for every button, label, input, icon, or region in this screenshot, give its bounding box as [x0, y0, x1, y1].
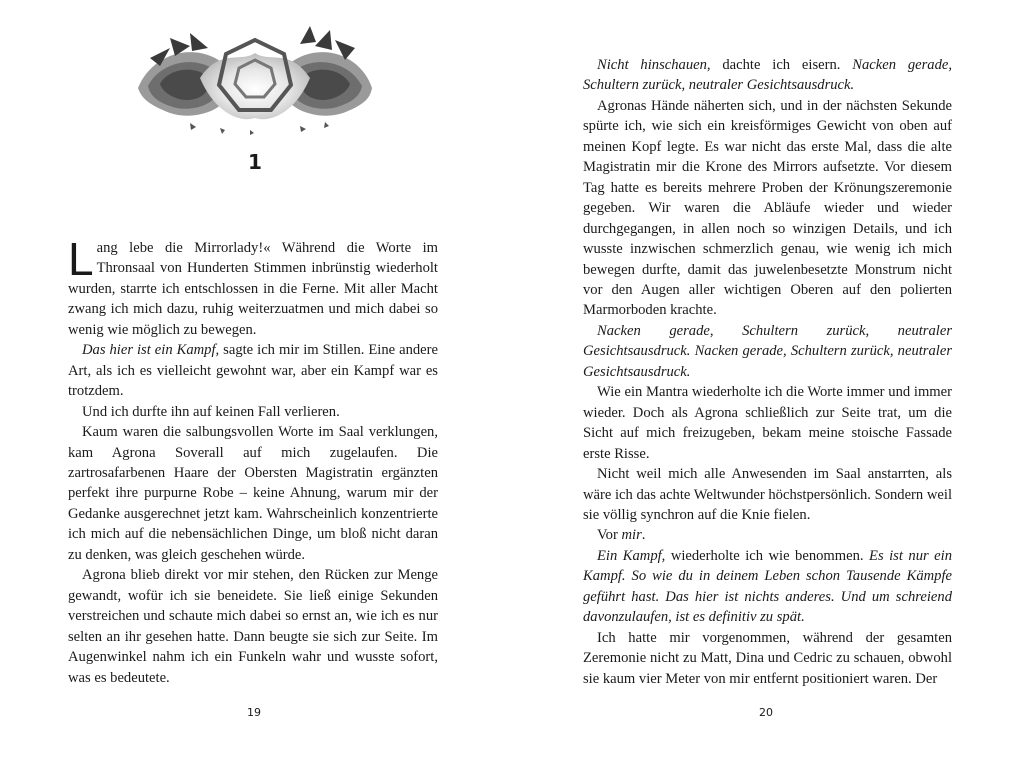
left-page-body-text — [68, 233, 438, 688]
page-number-left: 19 — [247, 706, 261, 719]
chapter-number: 1 — [248, 150, 262, 174]
paragraph: Agronas Hände näherten sich, und in der nächsten Sekunde spürte ich, wie sich ein kreisförmiges Gewicht von oben auf meinen Kopf legte. Es war nicht das erste Mal, dass die alte Magistratin mir die Krone des Mirrors aufsetzte. Vor diesem Tag hatte es bereits mehrere Proben der Krönungszeremonie gegeben. Wir waren die Abläufe wieder und wieder durchgegangen, in allen noch so winzigen Details, und ich wusste inzwischen schmerzlich genau, wie wenig ich mich bewegen durfte, damit das juwelenbesetzte Monstrum nicht vor den Augen aller wichtigen Oberen auf den polierten Marmorboden krachte. — [583, 97, 952, 319]
paragraph: Nicht hinschauen, dachte ich eisern. Nacken gerade, Schultern zurück, neutraler Gesichtsausdruck. — [583, 57, 953, 94]
paragraph: Ich hatte mir vorgenommen, während der gesamten Zeremonie nicht zu Matt, Dina und Cedric zu schauen, obwohl sie kaum vier Meter von mir entfernt positioniert waren. Der — [583, 629, 952, 687]
chapter-ornament-illustration — [130, 18, 380, 138]
paragraph: Und ich durfte ihn auf keinen Fall verlieren. — [82, 403, 340, 420]
paragraph: Ein Kampf, wiederholte ich wie benommen. Es ist nur ein Kampf. So wie du in deinem Leben schon Tausende Kämpfe geführt hast. Das hier ist nichts anderes. Und um schreiend davonzulaufen, ist es definitiv zu spät. — [583, 547, 952, 626]
paragraph: Nacken gerade, Schultern zurück, neutraler Gesichtsausdruck. Nacken gerade, Schultern zurück, neutraler Gesichtsausdruck. — [583, 322, 952, 380]
paragraph: Nicht weil mich alle Anwesenden im Saal anstarrten, als wäre ich das achte Weltwunder höchstpersönlich. Sondern weil sie völlig synchron auf die Knie fielen. — [583, 466, 952, 523]
paragraph: Vor mir. — [597, 527, 646, 544]
paragraph: Kaum waren die salbungsvollen Worte im Saal verklungen, kam Agrona Soverall auf mich zugelaufen. Die zartrosafarbenen Haare der Obersten Magistratin ergänzten perfekt ihre purpurne Robe – keine Ahnung, warum mir der Gedanke ausgerechnet jetzt kam. Wahrscheinlich konzentrierte ich mich auf die nebensächlichen Dinge, um bloß nicht daran zu denken, was gleich geschehen würde. — [68, 424, 438, 563]
paragraph: Lang lebe die Mirrorlady!« Während die Worte im Thronsaal von Hunderten Stimmen inbrünstig wiederholt wurden, starrte ich entschlossen in die Ferne. Mit aller Macht zwang ich mich dazu, ruhig weiterzuatmen und mich dabei so wenig wie möglich zu bewegen. — [68, 233, 438, 338]
right-page — [510, 0, 1020, 775]
paragraph: Wie ein Mantra wiederholte ich die Worte immer und immer wieder. Doch als Agrona schließlich zur Seite trat, um die Sicht auf mich freizugeben, bekam meine stoische Fassade erste Risse. — [583, 384, 952, 462]
paragraph: Das hier ist ein Kampf, sagte ich mir im Stillen. Eine andere Art, als ich es vielleicht gewohnt war, aber ein Kampf war es trotzdem. — [68, 342, 438, 400]
right-page-body-text — [583, 55, 952, 689]
drop-cap: L — [68, 233, 94, 285]
page-number-right: 20 — [759, 706, 773, 719]
paragraph: Agrona blieb direkt vor mir stehen, den Rücken zur Menge gewandt, wofür ich sie beneidete. Sie ließ einige Sekunden verstreichen und schaute mich dabei so ernst an, wie ich es nur selten an ihr gesehen hatte. Dann beugte sie sich zur Seite. Im Augenwinkel nahm ich ein Funkeln wahr und wusste sofort, was es bedeutete. — [68, 567, 438, 686]
